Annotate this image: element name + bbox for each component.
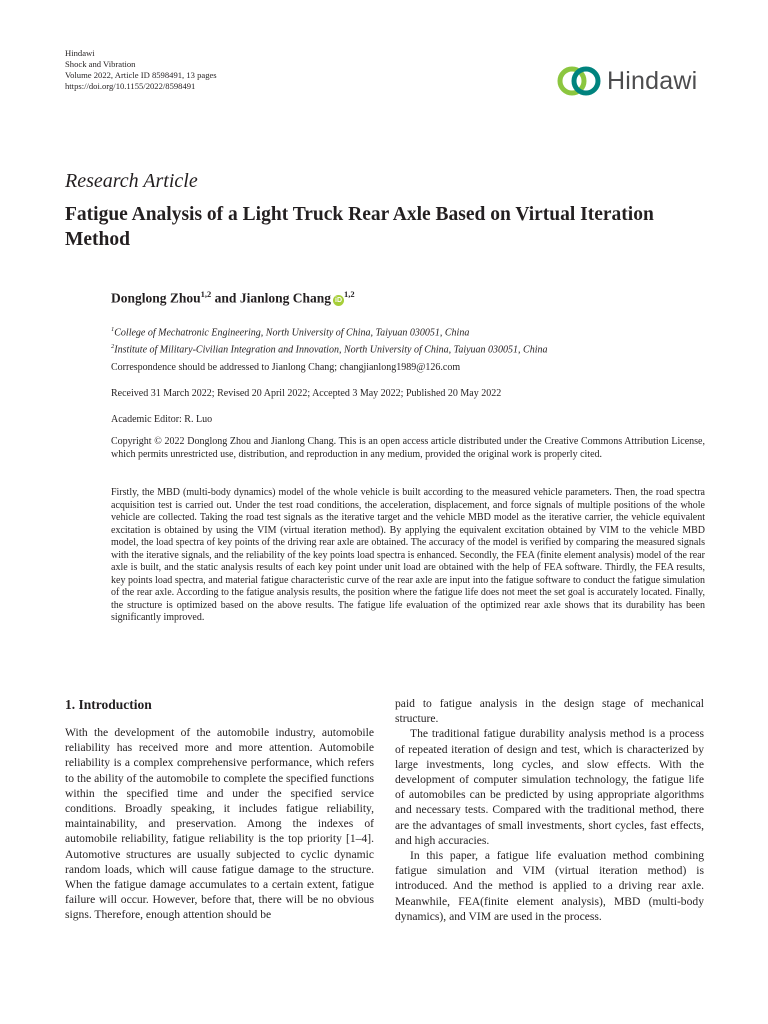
right-column (395, 696, 704, 924)
author-name: Jianlong Chang (239, 290, 331, 306)
abstract: Firstly, the MBD (multi-body dynamics) model of the whole vehicle is built according to the measured vehicle parameters. Then, the road spectra acquisition test is carried out. Under the test road conditions, the acceleration, displacement, and force signals of multiple positions of the whole vehicle are collected. Taking the road test signals as the iterative target and the vehicle MBD model as the iterative carrier, the vehicle equivalent excitation is obtained by using the VIM (virtual iteration method). By applying the equivalent excitation obtained by VIM to the vehicle MBD model, the load spectra of key points of the driving rear axle are obtained. The accuracy of the model is verified by comparing the measured signals with the iterative signals, and the reliability of the key points load spectra is enhanced. Secondly, the FEA (finite element analysis) model of the rear axle is built, and the static analysis results of each key point under unit load are obtained with the help of FEA software. Thirdly, the FEA results, key points load spectra, and material fatigue characteristic curve of the rear axle are input into the fatigue software to conduct the fatigue simulation of the rear axle. According to the fatigue analysis results, the position where the fatigue life does not meet the set goal is accurately located. Finally, the structure is optimized based on the above results. The fatigue life evaluation of the optimized rear axle shows that its durability has been significantly improved. (111, 487, 705, 623)
body-paragraph: The traditional fatigue durability analysis method is a process of repeated iteration of design and test, which is characterized by large investments, long cycles, and slow effects. With the development of computer simulation technology, the fatigue life of automobiles can be predicted by using appropriate algorithms and necessary tests. Compared with the traditional method, there are the advantages of small investments, short cycles, fast effects, and high accuracies. (395, 727, 704, 847)
hindawi-rings-icon (557, 64, 601, 98)
hindawi-logo (557, 62, 697, 100)
article-type: Research Article (65, 170, 198, 192)
author-conjunction: and (211, 290, 240, 306)
section-heading: 1. Introduction (65, 697, 152, 712)
copyright-notice: Copyright © 2022 Donglong Zhou and Jianlong Chang. This is an open access article distributed under the Creative Commons Attribution License, which permits unrestricted use, distribution, and reproduction in any medium, provided the original work is properly cited. (111, 436, 705, 460)
author-affil-sup: 1,2 (344, 289, 355, 299)
affiliation: $^2$Institute of Military-Civilian Integration and Innovation, North University of China, Taiyuan 030051, China (111, 342, 548, 356)
affiliation: $^1$College of Mechatronic Engineering, North University of China, Taiyuan 030051, China (111, 326, 470, 339)
author-affil-sup: 1,2 (200, 289, 212, 299)
academic-editor: Academic Editor: R. Luo (111, 414, 213, 425)
author-list (111, 289, 355, 307)
doi-link[interactable]: https://doi.org/10.1155/2022/8598491 (65, 81, 196, 91)
orcid-icon[interactable]: iD (335, 296, 342, 304)
paper-title: Fatigue Analysis of a Light Truck Rear Axle Based on Virtual Iteration Method (65, 204, 654, 250)
logo-text: Hindawi (607, 66, 698, 95)
affiliations (111, 323, 547, 357)
author-name: Donglong Zhou (111, 290, 201, 306)
publisher-name: Hindawi (65, 48, 95, 58)
journal-meta (65, 48, 217, 92)
body-paragraph: paid to fatigue analysis in the design stage of mechanical structure. (395, 697, 704, 726)
body-paragraph: With the development of the automobile industry, automobile reliability has received more and more attention. Automobile reliability is a complex comprehensive performance, which refers to the ability of the automobile to complete the specified functions within the specified time and under the specified service conditions. Broadly speaking, it includes fatigue reliability, maintainability, and preservation. Among the indexes of automobile reliability, fatigue reliability is the top priority [1–4]. Automotive structures are usually subjected to cyclic dynamic random loads, which will cause fatigue damage to the structure. When the fatigue damage accumulates to a certain extent, fatigue failure will occur. However, before that, there will be no obvious signs. Therefore, enough attention should be (65, 726, 374, 922)
correspondence: Correspondence should be addressed to Jianlong Chang; changjianlong1989@126.com (111, 362, 461, 373)
left-column (65, 725, 374, 923)
body-paragraph: In this paper, a fatigue life evaluation method combining fatigue simulation and VIM (virtual iteration method) is introduced. And the method is applied to a driving rear axle. Meanwhile, FEA(finite element analysis), MBD (multi-body dynamics), and VIM are used in the process. (395, 849, 704, 923)
journal-name: Shock and Vibration (65, 59, 136, 69)
history-dates: Received 31 March 2022; Revised 20 April 2022; Accepted 3 May 2022; Published 20 May 2022 (111, 388, 502, 399)
volume-line: Volume 2022, Article ID 8598491, 13 pages (65, 70, 217, 80)
